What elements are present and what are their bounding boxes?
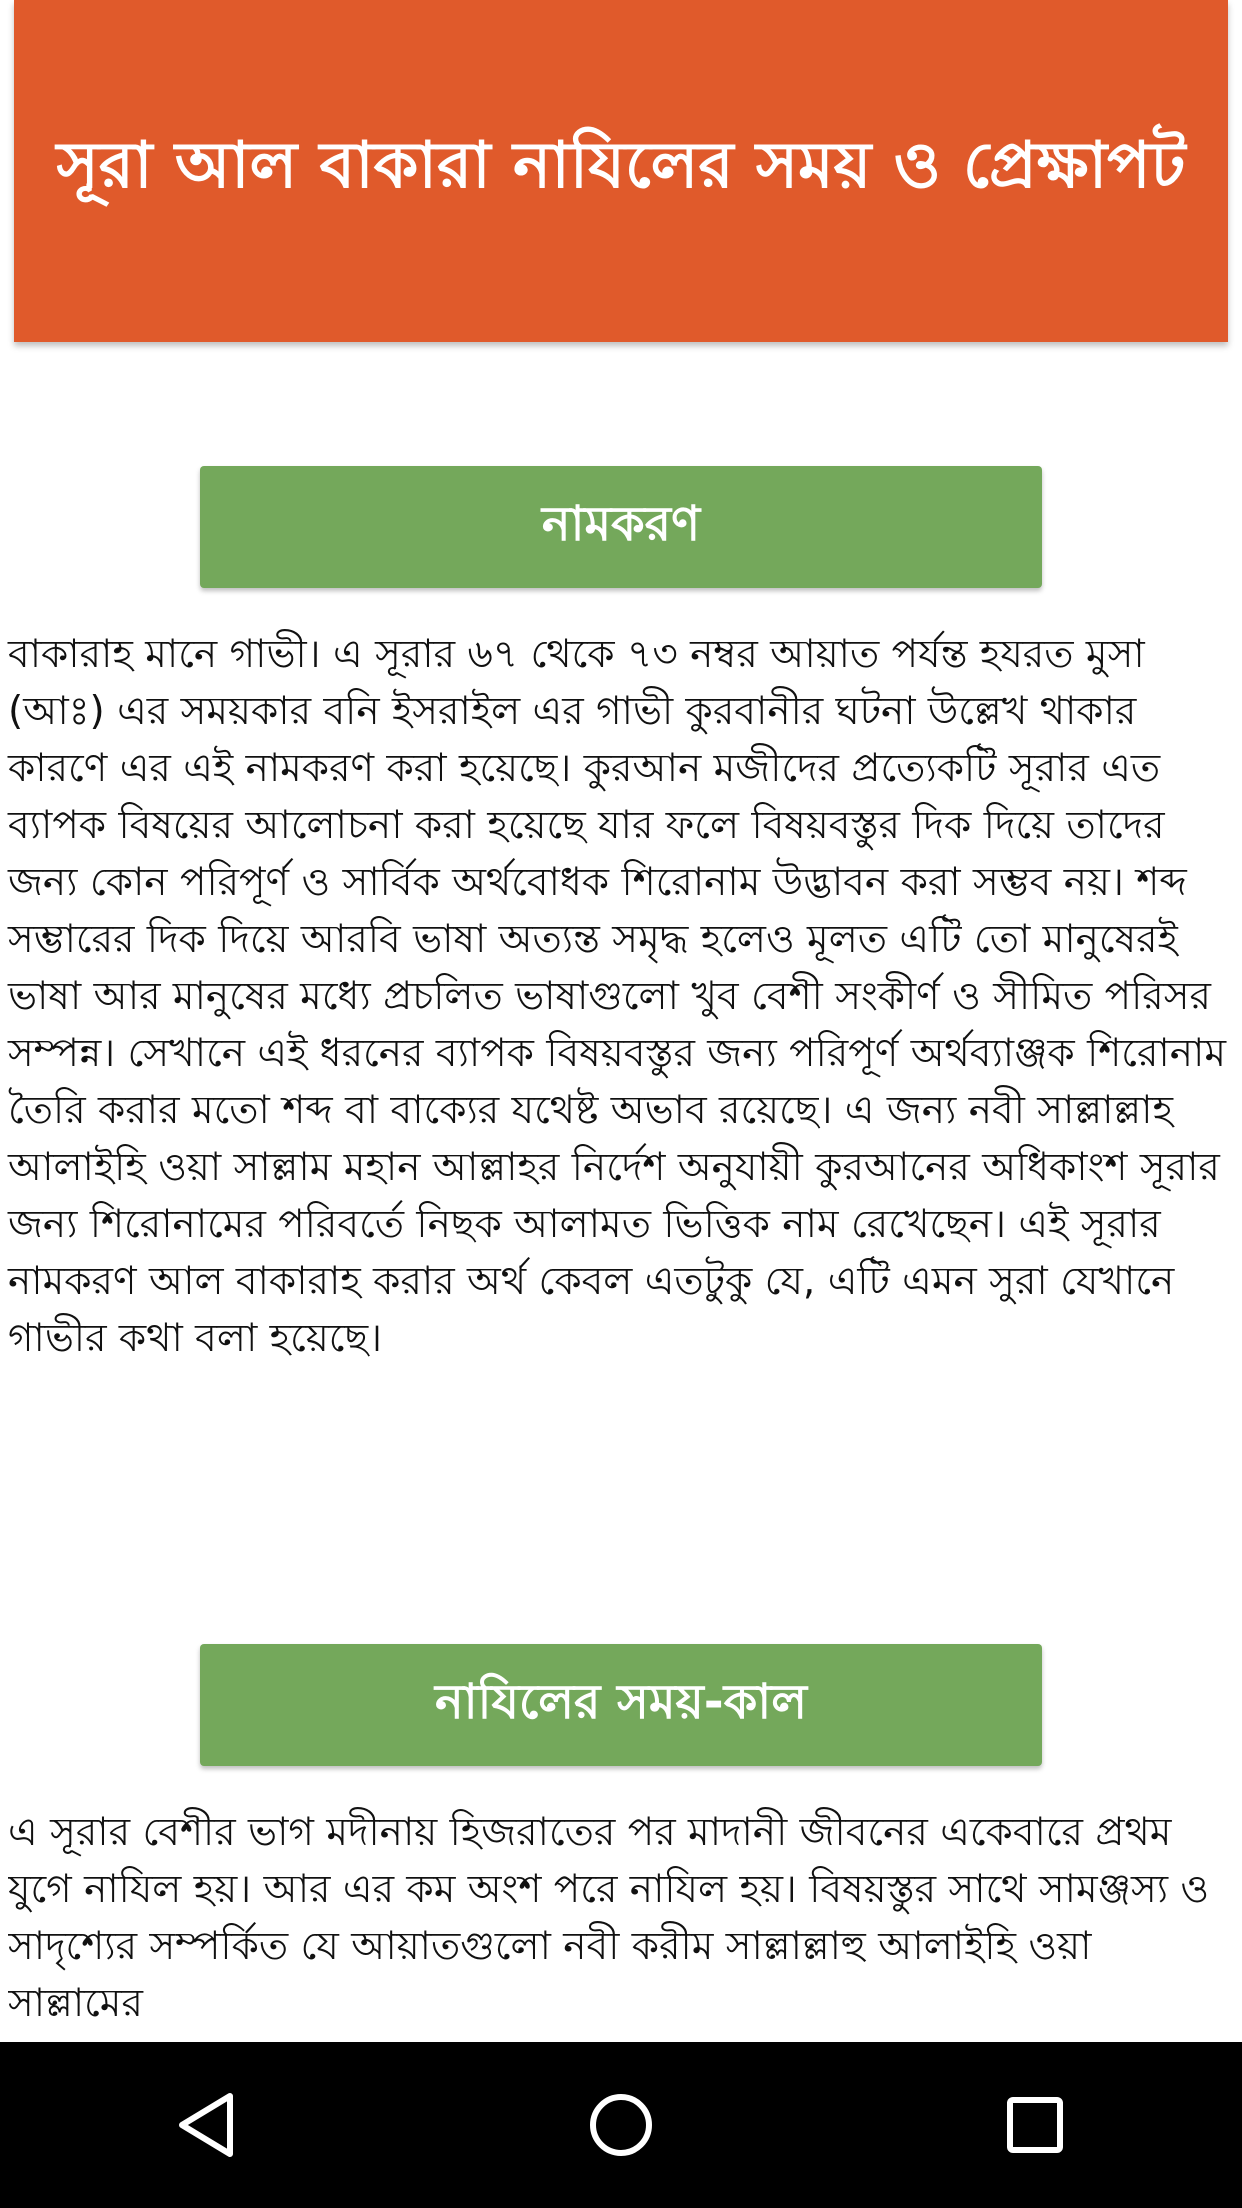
section-body-revelation-period: এ সূরার বেশীর ভাগ মদীনায় হিজরাতের পর মাদানী জীবনের একেবারে প্রথম যুগে নাযিল হয়। আর এর কম অংশ পরে নাযিল হয়। বিষয়স্তুর সাথে সামঞ্জস্য ও সাদৃশ্যের সম্পর্কিত যে আয়াতগুলো নবী করীম সাল্লাল্লাহু আলাইহি ওয়া সাল্লামের [8,1810,1210,2026]
section-heading-label: নামকরণ [541,495,701,552]
page-title: সূরা আল বাকারা নাযিলের সময় ও প্রেক্ষাপট [56,129,1186,203]
title-banner [14,0,1228,342]
section-heading-naming [200,466,1042,588]
section-body-naming: বাকারাহ মানে গাভী। এ সূরার ৬৭ থেকে ৭৩ নম্বর আয়াত পর্যন্ত হযরত মুসা (আঃ) এর সময়কার বনি ইসরাইল এর গাভী কুরবানীর ঘটনা উল্লেখ থাকার কারণে এর এই নামকরণ করা হয়েছে। কুরআন মজীদের প্রত্যেকটি সূরার এত ব্যাপক বিষয়ের আলোচনা করা হয়েছে যার ফলে বিষয়বস্তুর দিক দিয়ে তাদের জন্য কোন পরিপূর্ণ ও সার্বিক অর্থবোধক শিরোনাম উদ্ভাবন করা সম্ভব নয়। শব্দ সম্ভারের দিক দিয়ে আরবি ভাষা অত্যন্ত সমৃদ্ধ হলেও মূলত এটি তো মানুষেরই ভাষা আর মানুষের মধ্যে প্রচলিত ভাষাগুলো খুব বেশী সংকীর্ণ ও সীমিত পরিসর সম্পন্ন। সেখানে এই ধরনের ব্যাপক বিষয়বস্তুর জন্য পরিপূর্ণ অর্থব্যাঞ্জক শিরোনাম তৈরি করার মতো শব্দ বা বাক্যের যথেষ্ট অভাব রয়েছে। এ জন্য নবী সাল্লাল্লাহ আলাইহি ওয়া সাল্লাম মহান আল্লাহর নির্দেশ অনুযায়ী কুরআনের অধিকাংশ সূরার জন্য শিরোনামের পরিবর্তে নিছক আলামত ভিত্তিক নাম রেখেছেন। এই সূরার নামকরণ আল বাকারাহ করার অর্থ কেবল এতটুকু যে, এটি এমন সুরা যেখানে গাভীর কথা বলা হয়েছে। [8,632,1226,1361]
section-heading-revelation-period [200,1644,1042,1766]
home-button[interactable] [566,2070,676,2180]
home-circle-icon [586,2090,656,2160]
recents-button[interactable] [980,2070,1090,2180]
recents-square-icon [1000,2090,1070,2160]
system-navigation-bar [0,2042,1242,2208]
back-button[interactable] [152,2070,262,2180]
back-triangle-icon [172,2090,242,2160]
section-heading-label: নাযিলের সময়-কাল [435,1673,807,1730]
